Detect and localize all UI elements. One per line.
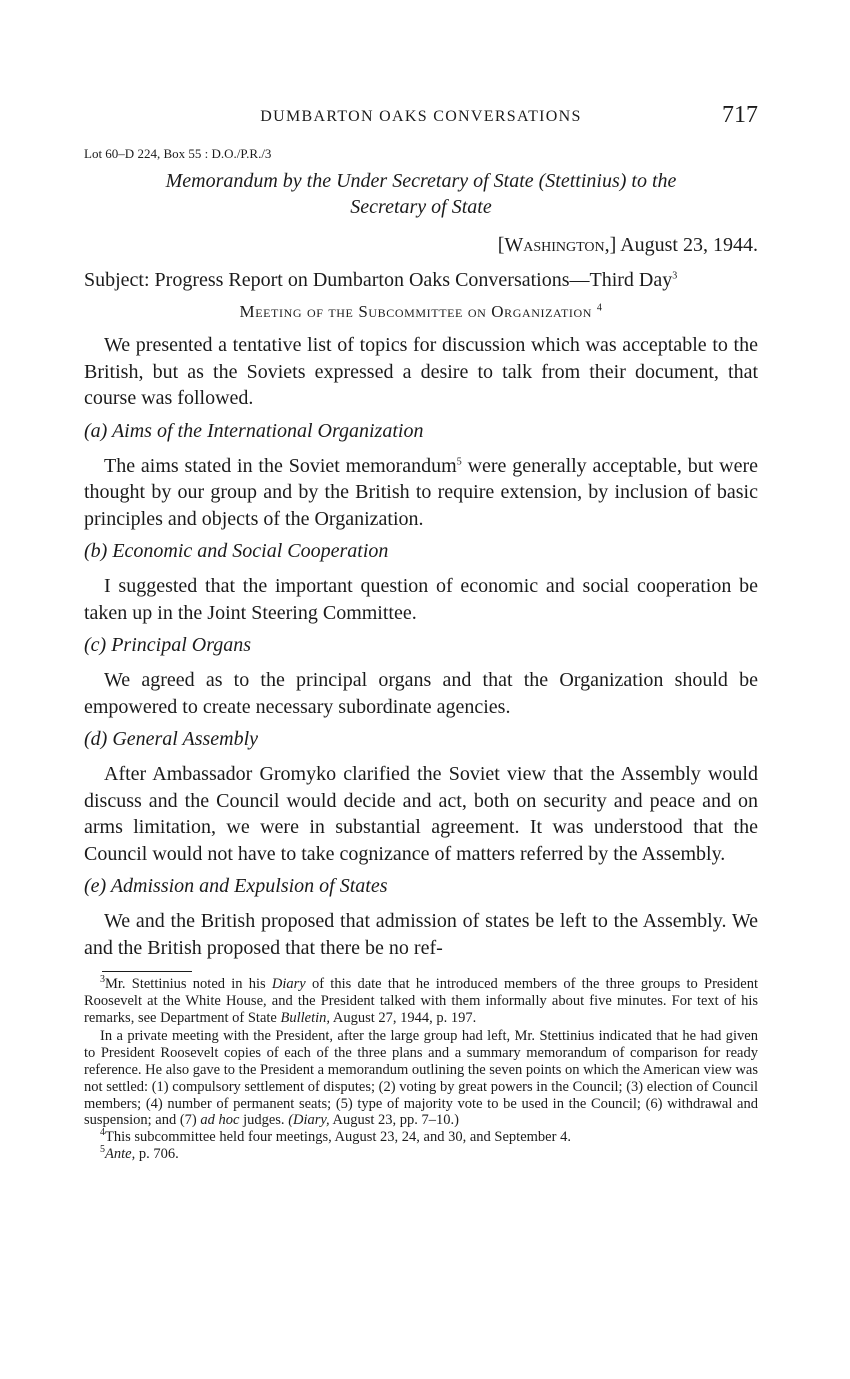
footnote-mark: 4	[100, 1127, 105, 1139]
topic-title: Economic and Social Cooperation	[112, 540, 389, 562]
document-title-line-1: Memorandum by the Under Secretary of State (Stettinius) to the	[165, 170, 677, 192]
topic-label: (a)	[84, 419, 108, 442]
topic-label: (b)	[84, 540, 108, 562]
subject-text: Progress Report on Dumbarton Oaks Conversations—Third Day	[154, 269, 673, 291]
footnote-text: August 27, 1944, p. 197.	[332, 1009, 477, 1026]
subject-line	[84, 267, 758, 294]
topic-title: Admission and Expulsion of States	[110, 875, 388, 897]
document-page	[84, 96, 758, 1163]
footnote-text: In a private meeting with the President, after the large group had left, Mr. Stettinius indicated that he had given to President Roosevelt copies of each of the three plans and a summary memorandum of comparison for ready reference. He also gave to the President a memorandum outlining the seven points on which the American view was not settled: (1) compulsory settlement of disputes; (2) voting by great powers in the Council; (3) election of Council members; (4) number of permanent seats; (5) type of majority vote to be used in the Council; (6) withdrawal and suspension; and (7)	[84, 1028, 758, 1129]
document-title-line-2: Secretary of State	[350, 196, 492, 218]
document-title	[84, 168, 758, 220]
topic-heading-a	[84, 420, 758, 443]
dateline-place: [Washington,]	[497, 234, 617, 256]
footnote-ref-4: 4	[596, 302, 603, 314]
topic-paragraph-a	[84, 453, 758, 533]
footnote-text: judges.	[243, 1112, 285, 1129]
dateline	[84, 234, 758, 257]
topic-paragraph-d: After Ambassador Gromyko clarified the Soviet view that the Assembly would discuss and the Council would decide and act, both on security and peace and on arms limitation, we were in substantial agreement. It was understood that the Council would not have to take cognizance of matters referred by the Assembly.	[84, 763, 758, 865]
topic-title: Aims of the International Organization	[111, 419, 424, 442]
topic-text-after: were generally acceptable, but were thought by our group and by the British to require extension, by inclusion of basic principles and objects of the Organization.	[84, 454, 758, 530]
topic-text-before: The aims stated in the Soviet memorandum	[104, 454, 457, 477]
page-number: 717	[722, 102, 758, 128]
footnote-italic-bulletin: Bulletin,	[280, 1009, 331, 1026]
footnote-4	[84, 1129, 758, 1146]
footnote-mark: 5	[100, 1144, 105, 1156]
footnote-ref-5: 5	[456, 455, 462, 467]
footnote-text: of this date that he introduced members of the three groups to President Roosevelt at the White House, and the President talked with them informally about five minutes. For text of his remarks, see Department of State	[84, 976, 758, 1026]
footnote-3	[84, 976, 758, 1026]
footnote-italic-ante: Ante,	[105, 1145, 136, 1162]
footnote-italic-diary-ref: (Diary,	[288, 1112, 330, 1129]
topic-heading-c	[84, 634, 758, 657]
file-reference: Lot 60–D 224, Box 55 : D.O./P.R./3	[84, 146, 272, 161]
intro-paragraph: We presented a tentative list of topics for discussion which was acceptable to the British, but as the Soviets expressed a desire to talk from their document, that course was followed.	[84, 334, 758, 409]
topic-heading-e	[84, 875, 758, 898]
topic-label: (e)	[84, 875, 107, 897]
topic-label: (d)	[84, 728, 108, 750]
footnote-text: Mr. Stettinius noted in his	[105, 976, 266, 992]
topic-paragraph-b: I suggested that the important question of economic and social cooperation be taken up in the Joint Steering Committee.	[84, 575, 758, 624]
footnote-text: This subcommittee held four meetings, August 23, 24, and 30, and September 4.	[105, 1129, 571, 1146]
topic-heading-b	[84, 540, 758, 563]
footnotes	[84, 976, 758, 1163]
footnote-ref-3: 3	[672, 270, 678, 282]
topic-title: General Assembly	[112, 728, 259, 750]
topic-paragraph-c: We agreed as to the principal organs and that the Organization should be empowered to create necessary subordinate agencies.	[84, 669, 758, 718]
topic-title: Principal Organs	[111, 634, 252, 656]
footnote-italic-diary: Diary	[271, 976, 306, 992]
topic-paragraph-e: We and the British proposed that admission of states be left to the Assembly. We and the British proposed that there be no ref-	[84, 910, 758, 959]
subject-label: Subject:	[84, 269, 150, 291]
dateline-date: August 23, 1944.	[620, 234, 758, 256]
footnote-divider	[102, 971, 192, 972]
footnote-mark: 3	[100, 974, 105, 986]
footnote-text: p. 706.	[138, 1145, 179, 1162]
footnote-5	[84, 1146, 758, 1163]
footnote-italic-adhoc: ad hoc	[200, 1112, 240, 1129]
topic-heading-d	[84, 728, 758, 751]
footnote-text: August 23, pp. 7–10.)	[332, 1112, 459, 1129]
section-heading-text: Meeting of the Subcommittee on Organization	[239, 302, 593, 321]
footnote-3-continued	[84, 1028, 758, 1129]
topic-label: (c)	[84, 634, 107, 656]
running-header	[84, 96, 758, 136]
section-heading	[84, 302, 758, 322]
running-title: DUMBARTON OAKS CONVERSATIONS	[260, 108, 582, 125]
